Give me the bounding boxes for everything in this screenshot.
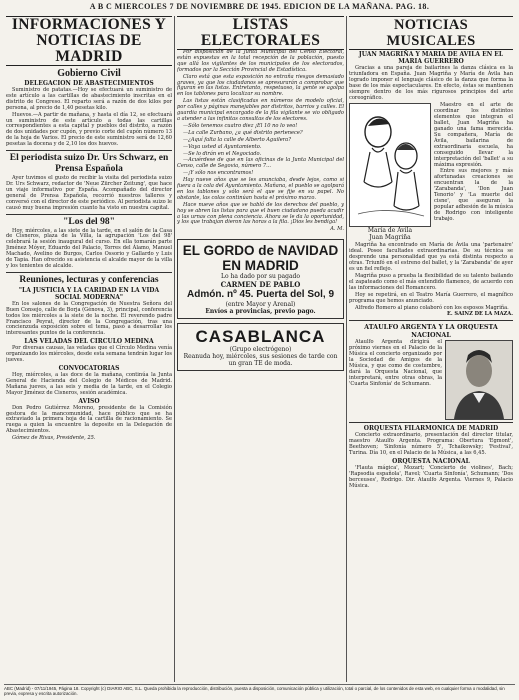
subheading: AVISO xyxy=(78,397,100,405)
article-paragraph: Gracias a una pareja de bailarines la danza clásica es la triunfadora en España. Juan Magriña y María de Ávila han logrado imponer el lenguaje clásico de la danza que forma la base de los más espectaculares. En efecto, éstas se mantienen siempre dentro de los más rigurosos principios del arte coreográfico. xyxy=(349,65,513,101)
article-paragraph: Suministro de patatas.—Hoy se efectuará un suministro de este artículo a las cartillas de abastecimiento inscritas en el distrito de Congreso. El reparto será a razón de dos kilos por persona, al precio de 1,40 pesetas kilo. xyxy=(6,87,172,111)
article-paragraph: Huevos.—A partir de mañana, y hasta el día 12, se efectuará un suministro de este artículo a todas las cartillas correspondientes a esta capital y pueblos del distrito, a razón de dos unidades por cupón, y previo corte del cupón número 13 de la hoja de Varios. El precio de este suministro será de 12,60 pesetas la docena y de 2,10 los dos huevos. xyxy=(6,111,172,148)
subheading: LAS VELADAS DEL CIRCULO MEDINA xyxy=(24,338,154,346)
signature: Gómez de Rivas, Presidente, 25. xyxy=(12,435,96,442)
article-paragraph: Don Pedro Gutiérrez Moreno, presidente de la Comisión gestora de la mancomunidad, hace público que se ha extraviado la primera hoja de la cartilla de racionamiento. Se ruega a quien la encuentre la deposite en la Delegación de Abastecimientos. xyxy=(6,404,172,435)
article-paragraph: Maestro en el arte de coordinar los distintos elementos que integran el ballet, Juan Magriña ha ganado una fama merecida. Su compañera, María de Ávila, bailarina de extraordinaria escuela, ha conseguido llevar la interpretación del 'ballet' a su máxima expresión. xyxy=(434,102,513,168)
article-paragraph: Ayer tuvimos el gusto de recibir la visita del periodista suizo Dr. Urs Schwarz, redactor de 'Neue Zürcher Zeitung', que hace un viaje informativo por España. Acompañado del director general de Prensa Española, recorrió nuestros talleres y conversó con el director de este periódico. Al periodista suizo le causó muy buena impresión cuanto ha visto en nuestra capital. xyxy=(6,175,172,211)
article-paragraph: Entre sus mejores y más afortunadas creaciones se encuentran la de la 'Zarabanda', 'Don Juan Tenorio' y 'La muerte del cisne', que aseguran la popular adhesión de la música de Rodrigo con inteligente trabajo. xyxy=(434,168,513,222)
dialog-line: —¡Y sólo nos encontramos! xyxy=(183,170,254,177)
ad-line: CARMEN DE PABLO xyxy=(220,280,301,290)
illustration-caption: María de Ávila Juan Magriña xyxy=(367,227,413,242)
subsection-title: Gobierno Civil xyxy=(57,68,121,79)
portrait-photo xyxy=(445,340,513,420)
ad-line: Envíos a provincias, previo pago. xyxy=(205,308,316,316)
article-paragraph: Hoy, miércoles, a las siete de la tarde, en el salón de la Casa de Cisneros, plaza de la Villa, la agrupación 'Los del 98' celebrará la sesión inaugural del curso. En ella tomarán parte Jiménez Móyer, Eduardo del Palacio, Torres del Álamo, Manuel Machado, Avelino de Burgos, Carlos Ossorio y Gallardo y Luis de Tapia. Han ofrecido su asistencia el alcalde mayor de la villa y los tenientes de alcalde. xyxy=(6,227,172,269)
column-divider xyxy=(174,16,175,682)
article-paragraph: 'Flauta mágica', Mozart; 'Concierto de violines', Bach; 'Rapsodia española', Ravel; 'Cuarta Sinfonía', Schumann; 'Dos berceuses', Rodrigo. Dir. Ataulfo Argenta. Viernes 9, Palacio Música. xyxy=(349,464,513,489)
argenta-text xyxy=(349,340,442,420)
article-headline: "Los del 98" xyxy=(63,216,115,227)
ad-line: (entre Mayor y Arenal) xyxy=(225,301,296,309)
ad-headline: EL GORDO de NAVIDAD EN MADRID xyxy=(182,243,339,274)
article-headline: El periodista suizo Dr. Urs Schwarz, en Prensa Española xyxy=(9,153,169,175)
page-header: A B C MIERCOLES 7 DE NOVIEMBRE DE 1945. EDICION DE LA MAÑANA. PAG. 18. xyxy=(89,2,430,11)
copyright-footer: ABC (Madrid) - 07/11/1945, Página 18. Copyright (c) DIARIO ABC, S.L. Queda prohibida la reproducción, distribución, puesta a disposición, comunicación pública y utilización, total o parcial, de los contenidos de esta web, en cualquier forma o modalidad, sin previa, expresa y escrita autorización. xyxy=(4,684,515,700)
column-electoral-lists xyxy=(177,16,344,682)
subheading: JUAN MAGRIÑA Y MARIA DE AVILA EN EL MARIA GUERRERO xyxy=(358,51,504,65)
ad-headline: CASABLANCA xyxy=(195,327,326,347)
article-paragraph: Por diversas causas, las veladas que el Círculo Medina venía organizando los miércoles, desde esta semana tendrán lugar los jueves. xyxy=(6,345,172,364)
article-paragraph: Ataulfo Argenta dirigirá el próximo viernes en el Palacio de la Música el concierto organizado por la Sociedad de Amigos de la Música, y que como de costumbre, dará la Orquesta Nacional, que interpretará, entre otras obras, la 'Cuarta Sinfonía' de Schumann. xyxy=(349,339,442,387)
divider xyxy=(349,422,513,423)
argenta-block xyxy=(349,340,513,420)
illustration-wrap xyxy=(349,103,431,241)
subheading: ATAULFO ARGENTA Y LA ORQUESTA NACIONAL xyxy=(364,323,498,340)
portrait-icon xyxy=(446,341,512,419)
dialog-line: —¿Aquí falta la calle de Alberto Aguilera? xyxy=(183,136,291,143)
article-paragraph: Magriña ha encontrado en María de Ávila una 'partenaire' ideal. Posee facultades extraordinarias. De su técnica se desprende una personalidad que ya está distinta respecto a otras. Triunfó en el estreno del ballet, y la 'Zarabanda' de ayer es un fiel reflejo. xyxy=(349,242,513,273)
ad-line: Lo ha dado por su pagado xyxy=(221,273,300,281)
dialog-line: —Acuérdese de que en las oficinas de la Junta Municipal del Censo, calle de Segovia, número 7... xyxy=(177,157,344,170)
article-paragraph: Alfredo Romero al piano colaboró con los esposos Magriña. xyxy=(355,304,509,311)
article-paragraph: Claro está que esta exposición no entraña riesgos demasiado graves, ya que los ciudadanos se apresurarán a comprobar que figuran en las listas. Entretanto, respetuoso, la gente se agolpa en los tablones para localizar su nombre. xyxy=(177,73,344,98)
column-madrid-news xyxy=(6,16,172,682)
lottery-ad xyxy=(177,239,344,319)
section-title: NOTICIAS MUSICALES xyxy=(386,17,476,49)
illustration-side-text xyxy=(434,103,513,241)
divider xyxy=(349,320,513,321)
article-paragraph: Hace nueve años que se habló de los derechos del pueblo, y hoy se abren las listas para que el buen ciudadano pueda acudir a las urnas con plena conciencia. Ahora se le da la oportunidad, y los que trabajan dieron las horas a la fila. ¡Dios les bendiga! xyxy=(177,201,344,226)
subheading: CONVOCATORIAS xyxy=(58,365,120,372)
dialog-line: —La calle Zurbano, ¿a qué distrito pertenece? xyxy=(183,129,303,136)
article-paragraph: Hoy se repetirá, en el Teatro María Guerrero, el magnífico programa que hemos anunciado. xyxy=(349,291,513,304)
ad-address: Admón. nº 45. Puerta del Sol, 9 xyxy=(186,289,335,301)
subheading: ORQUESTA FILARMONICA DE MADRID xyxy=(363,425,499,433)
dialog-line: —Sólo tenemos cuatro diez ¡El 10 no lo veo! xyxy=(183,122,298,129)
signature: E. SAINZ DE LA MAZA. xyxy=(446,311,513,318)
article-paragraph: Hay nueve años que se les anunciaba, desde lejos, como si fuera a la cola del Ayuntamiento. Mañana, el pueblo se agolpará en los tablones y sólo será el que se fije en su papel. No obstante, las colas continúan hasta el próximo marzo. xyxy=(177,177,344,201)
article-paragraph: Hoy, miércoles, a las doce de la mañana, continúa la Junta General de Hacienda del Colegio de Médicos de Madrid. Mañana jueves, a las seis y media de la tarde, en el Colegio Mayor Jiménez de Cisneros, sesión académica. xyxy=(6,372,172,396)
casablanca-ad xyxy=(177,323,344,371)
article-paragraph: En los salones de la Congregación de Nuestra Señora del Buen Consejo, calle de Borja (Génova, 3), principal, conferencia todos los miércoles a la siete de la noche. El reverendo padre Francisco Peyrat, director de la Congregación, tras una concienzuda exposición sobre el tema, pasó a desarrollar los interesantes puntos de la conferencia. xyxy=(6,300,172,337)
article-headline: Reuniones, lecturas y conferencias xyxy=(19,274,159,285)
dancers-illustration xyxy=(349,103,431,227)
divider xyxy=(6,214,172,215)
signature: A. M. xyxy=(330,226,344,233)
ad-line: (Grupo electrógeno) xyxy=(229,346,292,354)
article-paragraph: Las listas están clasificadas en números de modelo oficial, por calles y páginas manejables por distritos, barrios y calles. El guardia municipal encargado de la fila vigilante se vio obligado a atender a las infinitas consultas de los electores. xyxy=(177,98,344,122)
divider xyxy=(6,272,172,273)
subheading: ORQUESTA NACIONAL xyxy=(392,457,470,465)
section-header xyxy=(177,16,344,50)
article-paragraph: Concierto extraordinario, presentación del director titular, maestro Ataulfo Argenta. Programa: Obertura 'Egmont', Beethoven; 'Sinfonía número 5', Tchaikowsky; 'Festival', Turina. Día 10, en el Palacio de la Música, a las 6,45. xyxy=(349,432,513,457)
section-title: INFORMACIONES Y NOTICIAS DE MADRID xyxy=(11,16,167,65)
dialog-line: —Se lo dirán en el Negociado. xyxy=(183,150,262,157)
subheading: DELEGACION DE ABASTECIMIENTOS xyxy=(24,80,154,87)
column-music-news xyxy=(349,16,513,682)
section-title: LISTAS ELECTORALES xyxy=(200,16,321,49)
column-divider xyxy=(346,16,347,682)
article-paragraph: Por disposición de la Junta Municipal del Censo Electoral, están expuestas en la total recepción de la población, puesto que allá los vigilantes de los municipales de los electorados, formados por la Sección Provincial de Estadística. xyxy=(177,49,344,73)
dancers-sketch-icon xyxy=(350,104,431,226)
section-header xyxy=(6,16,172,66)
dialog-line: —Vaya usted al Ayuntamiento. xyxy=(183,143,262,150)
divider xyxy=(6,150,172,151)
subheading: "LA JUSTICIA Y LA CARIDAD EN LA VIDA SOCIAL MODERNA" xyxy=(18,286,160,301)
illustration-block xyxy=(349,103,513,241)
section-header xyxy=(349,16,513,50)
article-paragraph: Magriña puso a prueba la flexibilidad de su talento bailando el zapateado como el más entendido flamenco, de acuerdo con las informaciones del Romancero. xyxy=(349,272,513,291)
ad-line: Reanuda hoy, miércoles, sus sesiones de tarde con un gran TE de moda. xyxy=(183,353,338,368)
